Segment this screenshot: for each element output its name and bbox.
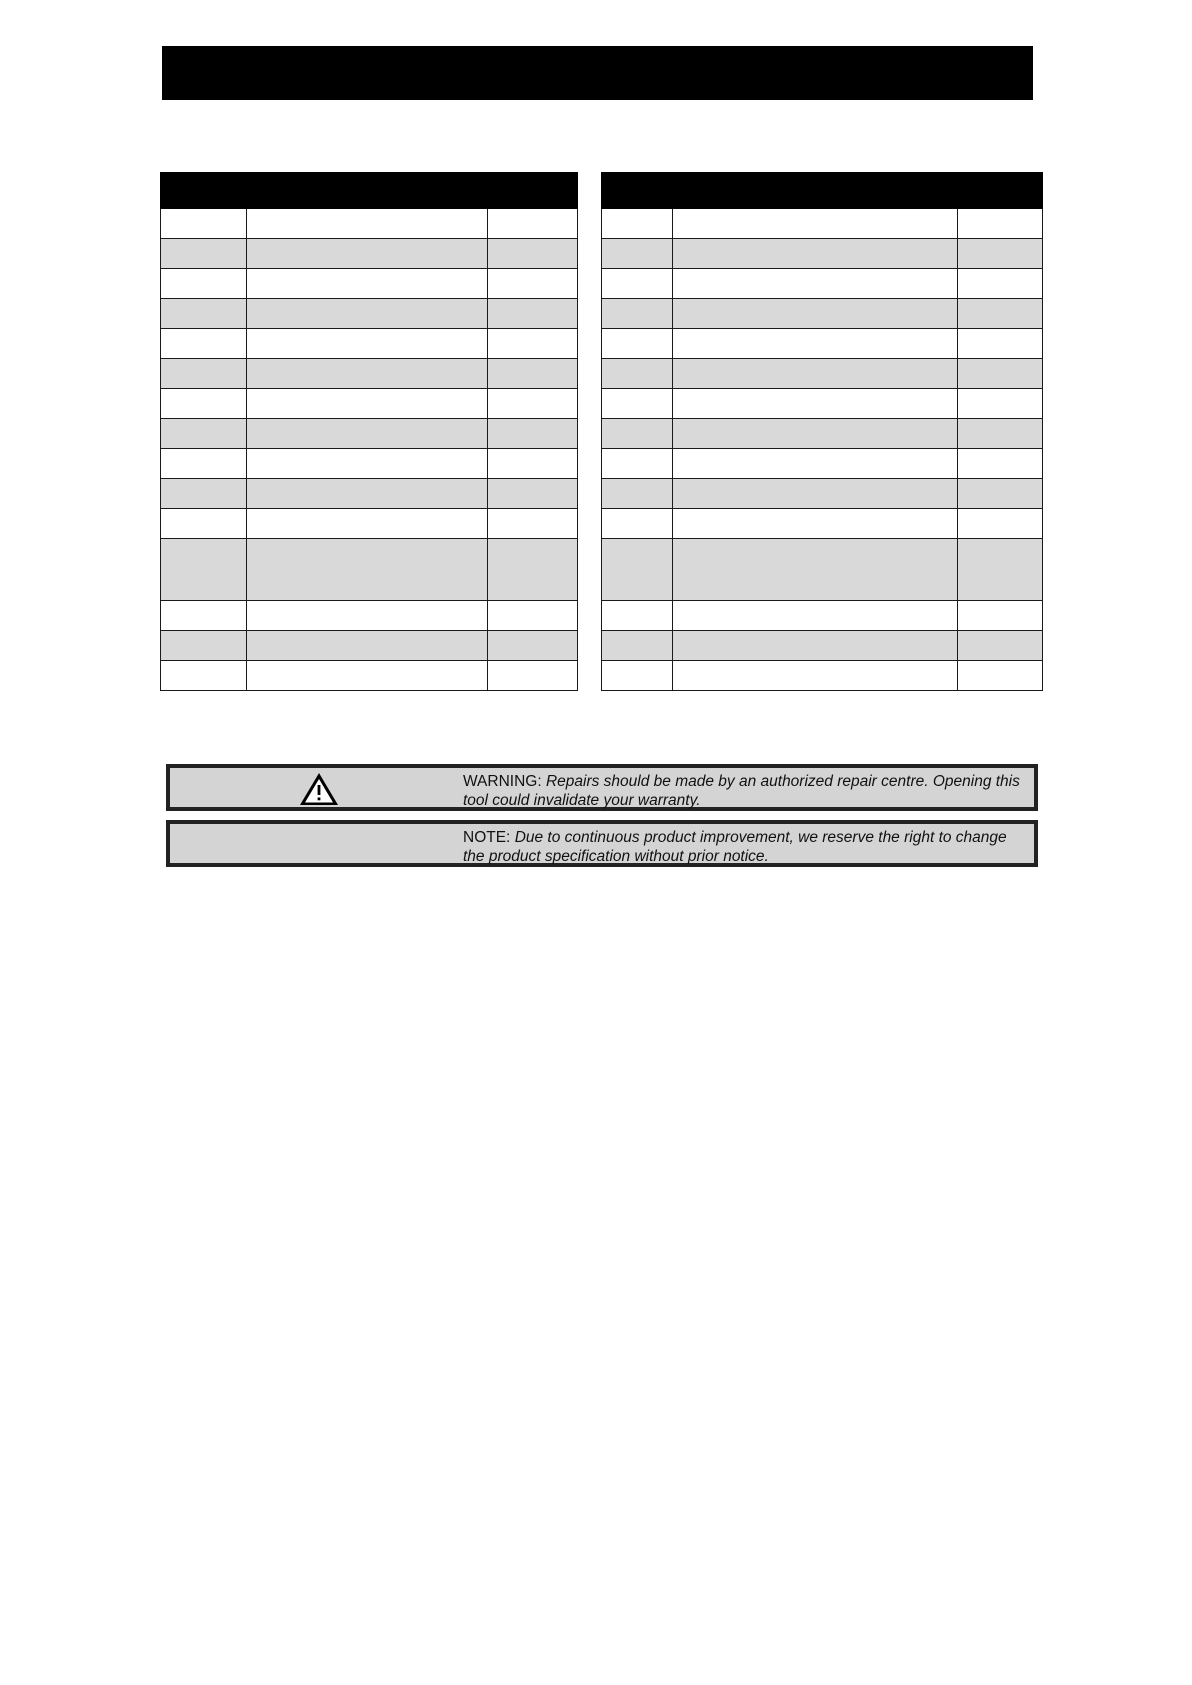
table-row: [161, 299, 578, 329]
table-cell: [602, 419, 673, 449]
table-cell: [958, 269, 1043, 299]
table-cell: [161, 239, 247, 269]
column-header: [161, 173, 247, 209]
table-cell: [161, 631, 247, 661]
table-row: [161, 509, 578, 539]
table-cell: [247, 539, 488, 601]
table-row: [161, 601, 578, 631]
table-row: [602, 419, 1043, 449]
table-cell: [673, 539, 958, 601]
table-cell: [602, 449, 673, 479]
table-cell: [488, 359, 578, 389]
warning-label: WARNING:: [463, 773, 542, 790]
table-cell: [488, 299, 578, 329]
warning-triangle-icon: [298, 771, 340, 807]
table-cell: [247, 239, 488, 269]
note-text: [463, 828, 1030, 866]
table-row: [161, 449, 578, 479]
table-cell: [673, 299, 958, 329]
table-cell: [602, 389, 673, 419]
table-cell: [602, 209, 673, 239]
table-cell: [247, 661, 488, 691]
table-row: [602, 269, 1043, 299]
table-cell: [247, 479, 488, 509]
table-cell: [161, 509, 247, 539]
column-header: [602, 173, 673, 209]
note-label: NOTE:: [463, 829, 511, 846]
parts-table-right-body: [602, 209, 1043, 691]
parts-table-left: [160, 172, 578, 691]
table-cell: [958, 239, 1043, 269]
table-header-row: [602, 173, 1043, 209]
table-cell: [602, 601, 673, 631]
table-cell: [673, 329, 958, 359]
table-row: [602, 359, 1043, 389]
table-row: [161, 661, 578, 691]
table-cell: [958, 449, 1043, 479]
table-cell: [161, 389, 247, 419]
table-cell: [488, 449, 578, 479]
table-cell: [247, 209, 488, 239]
table-cell: [673, 631, 958, 661]
table-cell: [488, 661, 578, 691]
table-cell: [602, 299, 673, 329]
table-cell: [488, 479, 578, 509]
warning-notice: [166, 764, 1038, 811]
column-header: [958, 173, 1043, 209]
table-cell: [161, 601, 247, 631]
table-cell: [488, 329, 578, 359]
table-cell: [488, 389, 578, 419]
table-row: [602, 389, 1043, 419]
table-cell: [673, 509, 958, 539]
table-cell: [247, 601, 488, 631]
table-cell: [673, 359, 958, 389]
table-cell: [488, 269, 578, 299]
table-row: [161, 419, 578, 449]
warning-text: [463, 772, 1030, 810]
table-cell: [673, 209, 958, 239]
table-row: [161, 479, 578, 509]
table-cell: [602, 661, 673, 691]
table-cell: [488, 539, 578, 601]
table-row: [161, 631, 578, 661]
table-cell: [602, 329, 673, 359]
table-cell: [161, 449, 247, 479]
table-cell: [247, 389, 488, 419]
table-cell: [161, 661, 247, 691]
column-header: [247, 173, 488, 209]
table-cell: [602, 539, 673, 601]
table-row: [602, 539, 1043, 601]
note-message: Due to continuous product improvement, we reserve the right to change the product specification without prior notice.: [463, 829, 1007, 865]
table-cell: [602, 479, 673, 509]
table-cell: [247, 449, 488, 479]
table-cell: [958, 479, 1043, 509]
table-row: [161, 389, 578, 419]
note-notice: [166, 820, 1038, 867]
table-cell: [488, 209, 578, 239]
table-row: [161, 359, 578, 389]
page-title: [162, 46, 1033, 100]
table-cell: [673, 389, 958, 419]
table-cell: [673, 239, 958, 269]
table-cell: [673, 661, 958, 691]
table-cell: [958, 299, 1043, 329]
table-cell: [247, 269, 488, 299]
table-cell: [161, 419, 247, 449]
table-cell: [488, 509, 578, 539]
table-cell: [958, 209, 1043, 239]
table-row: [602, 509, 1043, 539]
table-row: [161, 209, 578, 239]
table-row: [161, 239, 578, 269]
table-cell: [161, 479, 247, 509]
table-cell: [247, 631, 488, 661]
table-cell: [602, 631, 673, 661]
table-cell: [488, 419, 578, 449]
table-cell: [488, 601, 578, 631]
table-cell: [958, 661, 1043, 691]
table-cell: [673, 419, 958, 449]
table-cell: [958, 389, 1043, 419]
table-cell: [488, 239, 578, 269]
table-cell: [602, 359, 673, 389]
parts-table-left-body: [161, 209, 578, 691]
table-cell: [958, 359, 1043, 389]
warning-message: Repairs should be made by an authorized repair centre. Opening this tool could invalidate your warranty.: [463, 773, 1020, 809]
table-row: [602, 239, 1043, 269]
table-cell: [161, 359, 247, 389]
table-cell: [958, 329, 1043, 359]
table-cell: [958, 601, 1043, 631]
table-cell: [602, 269, 673, 299]
table-row: [602, 449, 1043, 479]
table-cell: [247, 329, 488, 359]
table-row: [602, 601, 1043, 631]
table-cell: [602, 509, 673, 539]
table-cell: [161, 269, 247, 299]
table-cell: [602, 239, 673, 269]
table-cell: [958, 631, 1043, 661]
table-cell: [673, 601, 958, 631]
table-cell: [161, 209, 247, 239]
table-cell: [247, 359, 488, 389]
table-cell: [958, 509, 1043, 539]
table-cell: [958, 419, 1043, 449]
table-cell: [247, 419, 488, 449]
table-row: [602, 329, 1043, 359]
table-cell: [673, 449, 958, 479]
table-cell: [247, 299, 488, 329]
table-cell: [673, 479, 958, 509]
parts-table-right: [601, 172, 1043, 691]
table-row: [602, 661, 1043, 691]
table-row: [602, 209, 1043, 239]
column-header: [673, 173, 958, 209]
table-cell: [673, 269, 958, 299]
table-row: [602, 631, 1043, 661]
table-row: [161, 539, 578, 601]
table-cell: [161, 329, 247, 359]
table-cell: [161, 299, 247, 329]
table-row: [161, 269, 578, 299]
table-cell: [161, 539, 247, 601]
table-row: [161, 329, 578, 359]
table-row: [602, 479, 1043, 509]
table-cell: [247, 509, 488, 539]
table-row: [602, 299, 1043, 329]
table-cell: [958, 539, 1043, 601]
column-header: [488, 173, 578, 209]
table-header-row: [161, 173, 578, 209]
table-cell: [488, 631, 578, 661]
